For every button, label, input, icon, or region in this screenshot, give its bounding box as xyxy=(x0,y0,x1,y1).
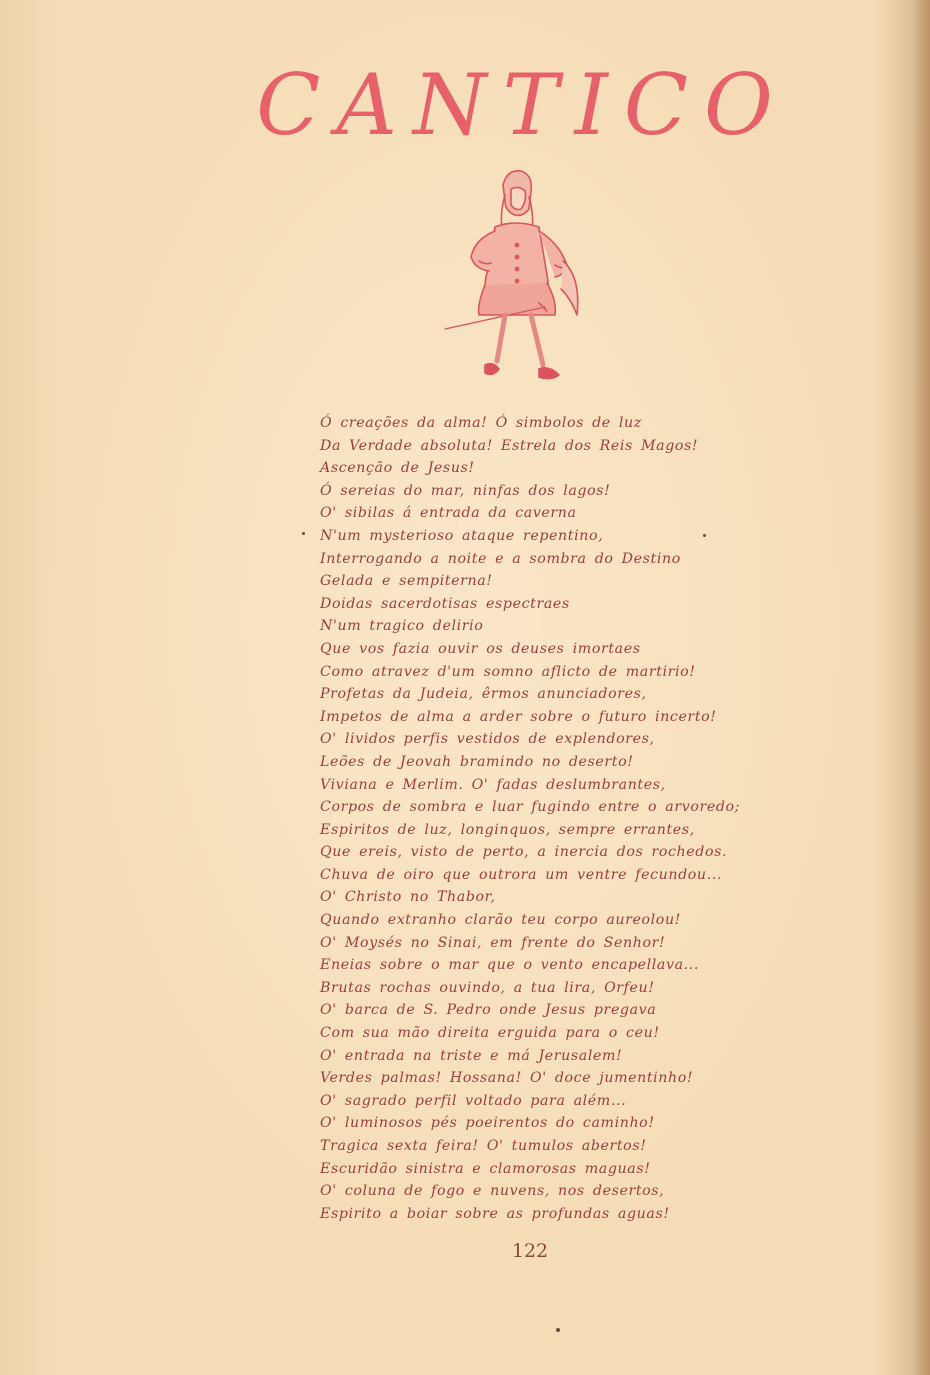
page-number: 122 xyxy=(511,1240,549,1262)
poem-line: Doidas sacerdotisas espectraes xyxy=(320,595,570,612)
poem-line: Ó sereias do mar, ninfas dos lagos! xyxy=(320,482,611,499)
poem-line: O' sagrado perfil voltado para além... xyxy=(320,1092,627,1109)
poem-line: Como atravez d'um somno aflicto de martirio! xyxy=(320,663,696,680)
poem-line: O' luminosos pés poeirentos do caminho! xyxy=(320,1115,655,1132)
poem-line: Escuridão sinistra e clamorosas maguas! xyxy=(320,1160,651,1177)
page-illustration xyxy=(435,165,595,397)
paper-speck xyxy=(302,532,305,535)
poem-line: O' Moysés no Sinai, em frente do Senhor! xyxy=(320,934,666,951)
poem-line: O' coluna de fogo e nuvens, nos desertos, xyxy=(320,1183,665,1200)
poem-line: Que vos fazia ouvir os deuses imortaes xyxy=(320,640,641,657)
poem-line: Da Verdade absoluta! Estrela dos Reis Magos! xyxy=(320,437,699,454)
poem-line: Ó creações da alma! Ó simbolos de luz xyxy=(320,415,642,431)
poem-line: O' lividos perfis vestidos de explendores, xyxy=(320,731,655,748)
poem-line: O' sibilas á entrada da caverna xyxy=(320,505,577,522)
poem-line: Verdes palmas! Hossana! O' doce jumentinho! xyxy=(320,1070,694,1087)
page-edge-shadow xyxy=(912,0,930,1375)
paper-speck xyxy=(703,534,706,537)
poem-line: Eneias sobre o mar que o vento encapellava... xyxy=(320,957,699,974)
poem-line: O' barca de S. Pedro onde Jesus pregava xyxy=(320,1002,657,1019)
poem-line: Que ereis, visto de perto, a inercia dos rochedos. xyxy=(320,844,728,861)
poem-line: O' Christo no Thabor, xyxy=(320,889,496,906)
poem-line: Espirito a boiar sobre as profundas aguas! xyxy=(320,1205,670,1222)
poem-line: Corpos de sombra e luar fugindo entre o arvoredo; xyxy=(320,799,741,816)
poem-line: N'um mysterioso ataque repentino, xyxy=(320,527,604,544)
paper-speck xyxy=(556,1328,560,1332)
poem-line: O' entrada na triste e má Jerusalem! xyxy=(320,1047,623,1064)
poem-line: N'um tragico delirio xyxy=(320,618,484,635)
poem-line: Quando extranho clarão teu corpo aureolou! xyxy=(320,912,681,929)
poem-line: Ascenção de Jesus! xyxy=(320,460,475,477)
poem-line: Tragica sexta feira! O' tumulos abertos! xyxy=(320,1138,647,1154)
poem-line: Leões de Jeovah bramindo no deserto! xyxy=(320,753,634,770)
poem-line: Interrogando a noite e a sombra do Destino xyxy=(320,550,681,567)
poem-line: Espiritos de luz, longinquos, sempre errantes, xyxy=(320,821,695,838)
poem-line: Com sua mão direita erguida para o ceu! xyxy=(320,1025,660,1042)
poem-line: Viviana e Merlim. O' fadas deslumbrantes, xyxy=(320,776,666,793)
poem-line: Brutas rochas ouvindo, a tua lira, Orfeu! xyxy=(320,979,655,996)
poem-text xyxy=(320,412,740,1225)
poem-line: Gelada e sempiterna! xyxy=(320,573,493,590)
poem-line: Chuva de oiro que outrora um ventre fecundou... xyxy=(320,866,722,883)
poem-line: Profetas da Judeia, êrmos anunciadores, xyxy=(320,686,647,703)
page-title: CANTICO xyxy=(256,56,789,154)
poem-line: Impetos de alma a arder sobre o futuro incerto! xyxy=(320,708,717,725)
